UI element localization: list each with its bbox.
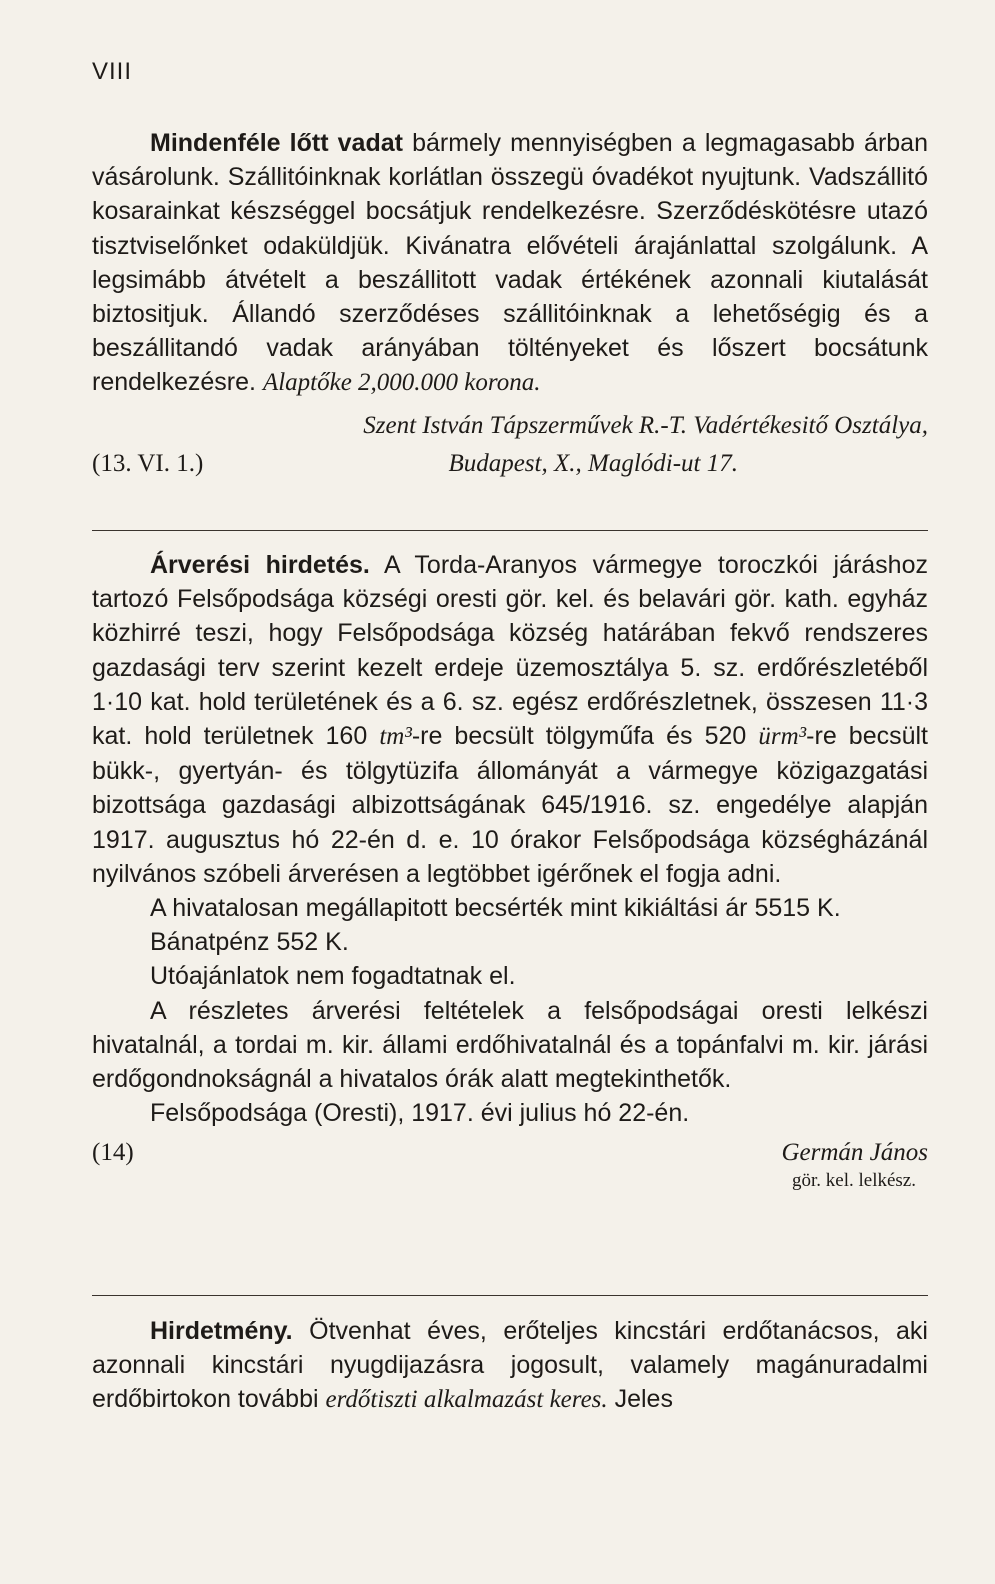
ad-game-purchase-company: Szent István Tápszerművek R.-T. Vadértékesitő Osztálya, [363, 411, 928, 439]
ad-game-purchase-text [92, 126, 928, 401]
ad-auction-deposit: Bánatpénz 552 K. [150, 928, 349, 957]
ad-game-purchase-ref: (13. VI. 1.) [92, 449, 204, 477]
ad-announcement-body: Ötvenhat éves, erőteljes kincstári erdőtanácsos, aki azonnali kincstári nyugdijazásra jogosult, valamely magánuradalmi erdőbirtokon további [92, 1317, 928, 1414]
ad-announcement-lead: Hirdetmény. [150, 1317, 293, 1345]
ad-game-purchase-capital: Alaptőke 2,000.000 korona. [262, 369, 541, 397]
ad-auction-signer-title: gör. kel. lelkész. [792, 1170, 916, 1192]
ad-auction-date: Felsőpodsága (Oresti), 1917. évi julius hó 22-én. [150, 1099, 690, 1128]
ad-auction-body-3: -re becsült bükk-, gyertyán- és tölgytüzifa állományát a vármegye közigazgatási bizottsága gazdasági albizottságának 645/1916. sz. engedélye alapján 1917. augusztus hó 22-én d. e. 10 órakor Felsőpodsága községházánál nyilvános szóbeli árverésen a legtöbbet igérőnek el fogja adni. [92, 722, 928, 888]
ad-auction-unit-2: ürm³ [758, 723, 807, 751]
ad-auction-text [92, 548, 928, 891]
ad-game-purchase [92, 126, 928, 481]
ad-game-purchase-footer [92, 447, 928, 481]
ad-announcement [92, 1314, 928, 1418]
ad-game-purchase-address: Budapest, X., Maglódi-ut 17. [448, 449, 738, 477]
ad-auction-signer: Germán János [781, 1139, 928, 1167]
ad-game-purchase-lead: Mindenféle lőtt vadat [150, 129, 403, 157]
ad-announcement-text [92, 1314, 928, 1418]
ad-auction-signature-row [92, 1136, 928, 1170]
divider-1 [92, 530, 928, 531]
ad-auction-price: A hivatalosan megállapitott becsérték mint kikiáltási ár 5515 K. [150, 894, 841, 923]
ad-announcement-tail: Jeles [607, 1385, 673, 1414]
ad-auction-notice [92, 548, 928, 1192]
ad-auction-body: A Torda-Aranyos vármegye toroczkói járáshoz tartozó Felsőpodsága községi oresti gör. kel. és belavári gör. kath. egyház közhirré teszi, hogy Felsőpodsága község határában fekvő rendszeres gazdasági terv szerint kezelt erdeje üzemosztálya 5. sz. erdőrészletéből 1·10 kat. hold területének és a 6. sz. egész erdőrészletnek, összesen 11·3 kat. hold területnek 160 [92, 551, 928, 751]
ad-game-purchase-body: bármely mennyiségben a legmagasabb árban vásárolunk. Szállitóinknak korlátlan összegü óvadékot nyujtunk. Vadszállitó kosarainkat készséggel bocsátjuk rendelkezésre. Szerződéskötésre utazó tisztviselőnket odaküldjük. Kivánatra elővételi árajánlattal szolgálunk. A legsimább átvételt a beszállitott vadak értékének azonnali kiutalását biztositjuk. Állandó szerződéses szállitóinknak a lehetőségig és a beszállitandó vadak arányában töltényeket és lőszert bocsátunk rendelkezésre. [92, 129, 928, 397]
ad-auction-unit-1: tm³ [379, 723, 412, 751]
ad-auction-body-2: -re becsült tölgyműfa és 520 [411, 722, 759, 751]
divider-2 [92, 1295, 928, 1296]
ad-auction-lead: Árverési hirdetés. [150, 551, 370, 579]
page-number: VIII [92, 58, 133, 85]
ad-auction-late-offers: Utóajánlatok nem fogadtatnak el. [150, 962, 516, 991]
ad-auction-ref: (14) [92, 1139, 134, 1167]
ad-auction-conditions: A részletes árverési feltételek a felsőpodságai oresti lelkészi hivatalnál, a tordai m. kir. állami erdőhivatalnál és a topánfalvi m. kir. járási erdőgondnokságnál a hivatalos órák alatt megtekinthetők. [92, 996, 928, 1094]
ad-announcement-emphasis: erdőtiszti alkalmazást keres. [325, 1386, 608, 1414]
